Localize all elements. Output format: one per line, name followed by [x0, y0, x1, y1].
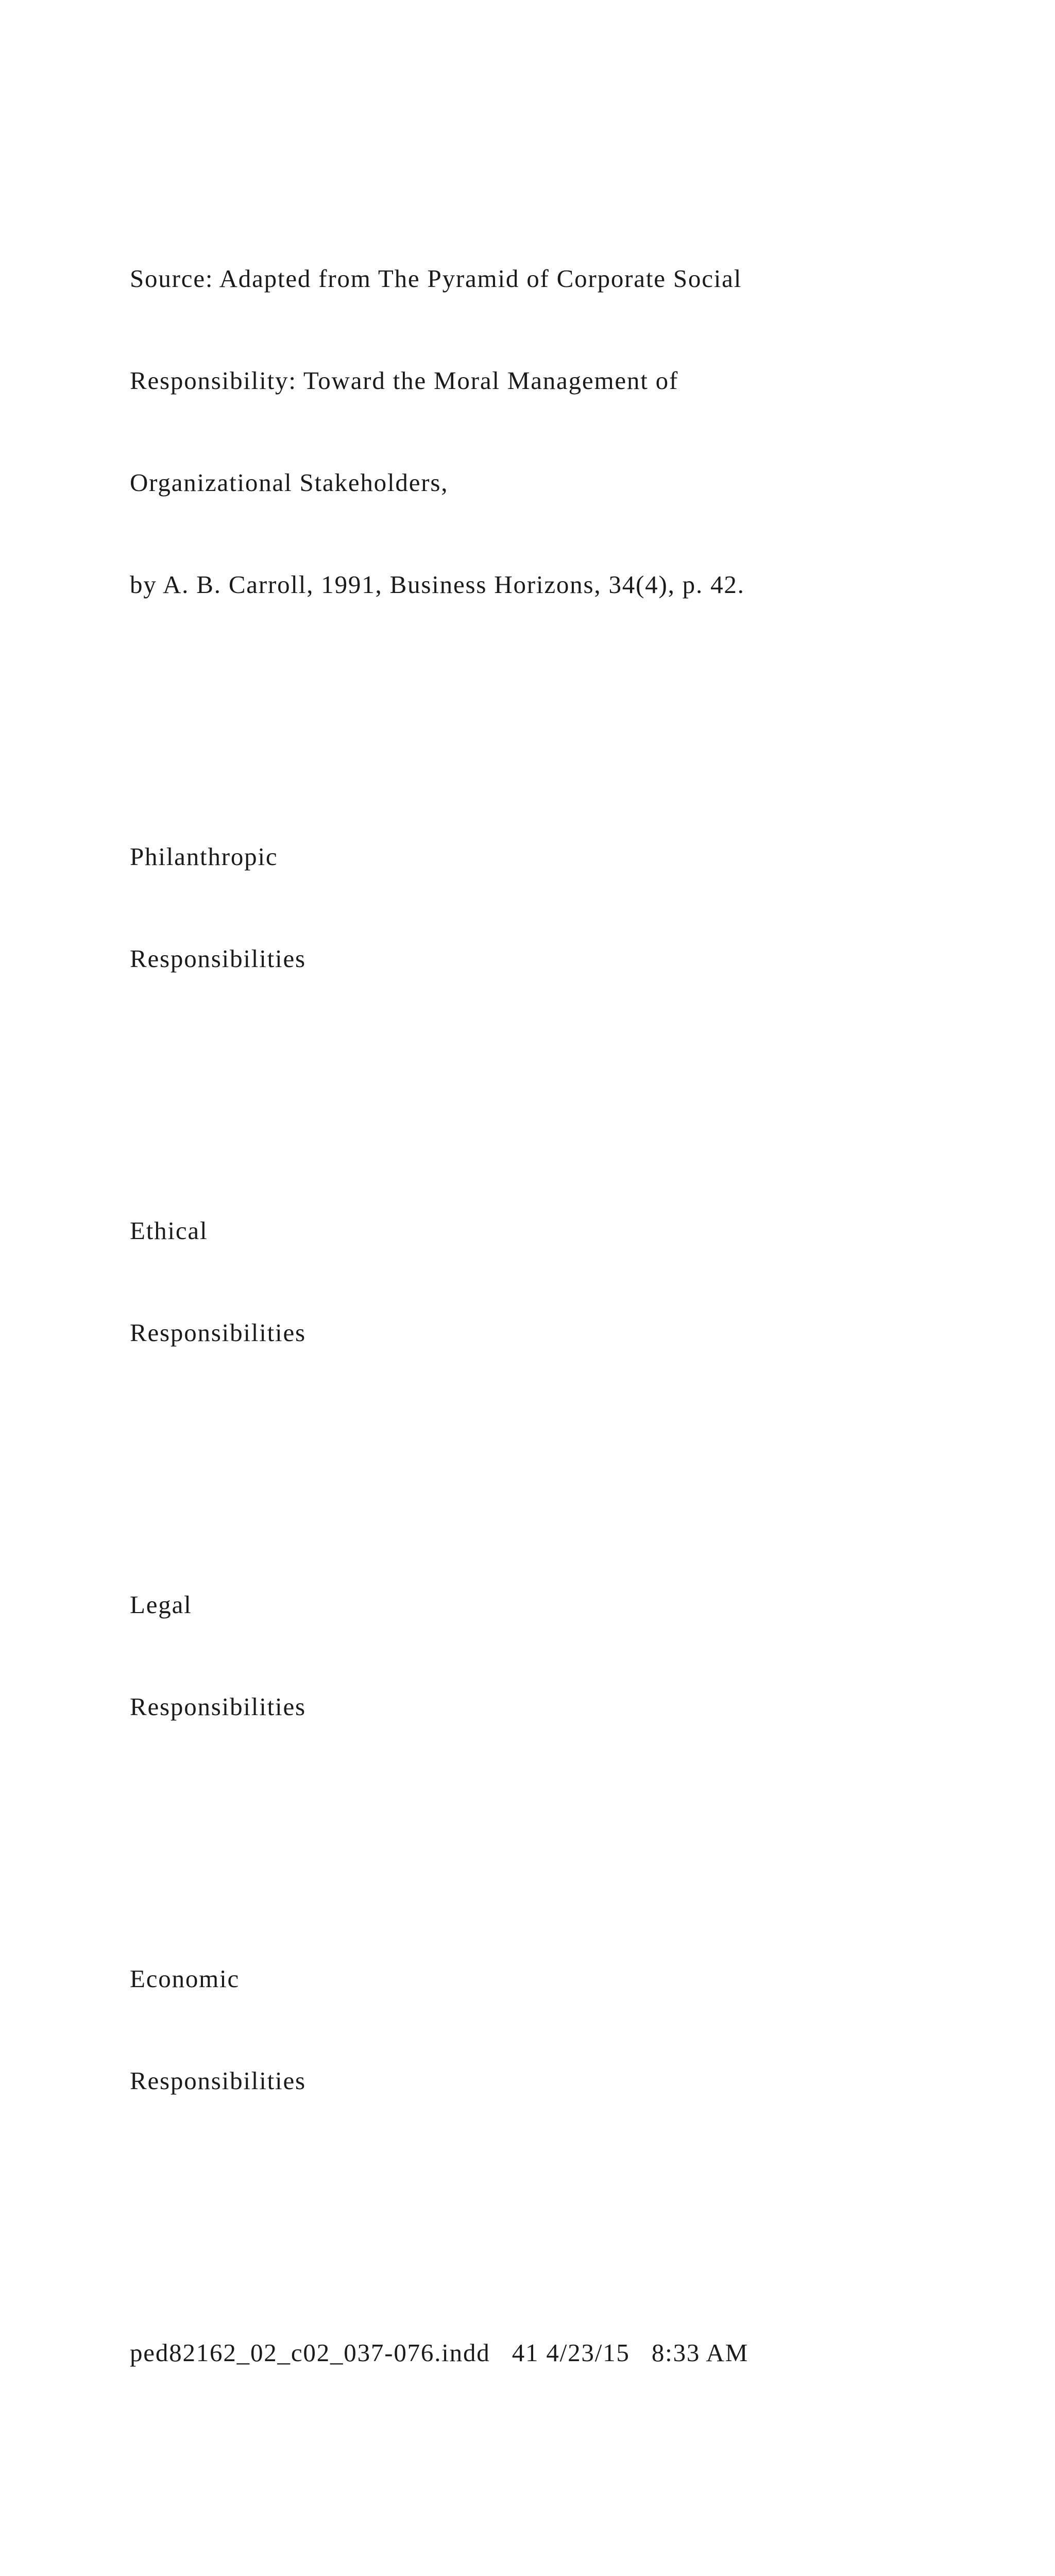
source-note-line: by A. B. Carroll, 1991, Business Horizons, 34(4), p. 42. [130, 570, 745, 599]
source-note-line: Organizational Stakeholders, [130, 468, 449, 497]
pyramid-label-economic-sub: Responsibilities [130, 2066, 306, 2095]
file-slug: ped82162_02_c02_037-076.indd 41 4/23/15 8:33 AM [130, 2338, 749, 2367]
document-text [130, 160, 1036, 2576]
blank-line [130, 2200, 1036, 2234]
pyramid-label-ethical-sub: Responsibilities [130, 1318, 306, 1347]
pyramid-label-ethical: Ethical [130, 1216, 208, 1245]
pyramid-label-legal: Legal [130, 1590, 192, 1619]
source-note-line: Source: Adapted from The Pyramid of Corporate Social [130, 264, 742, 293]
blank-line [130, 704, 1036, 738]
pyramid-label-legal-sub: Responsibilities [130, 1692, 306, 1721]
pyramid-label-philanthropic-sub: Responsibilities [130, 944, 306, 973]
blank-line [130, 1826, 1036, 1860]
blank-line [130, 1078, 1036, 1112]
section-gap [130, 2472, 1036, 2574]
pyramid-label-philanthropic: Philanthropic [130, 842, 278, 871]
pyramid-label-economic: Economic [130, 1964, 240, 1993]
blank-line [130, 1452, 1036, 1486]
source-note-line: Responsibility: Toward the Moral Management of [130, 366, 679, 395]
